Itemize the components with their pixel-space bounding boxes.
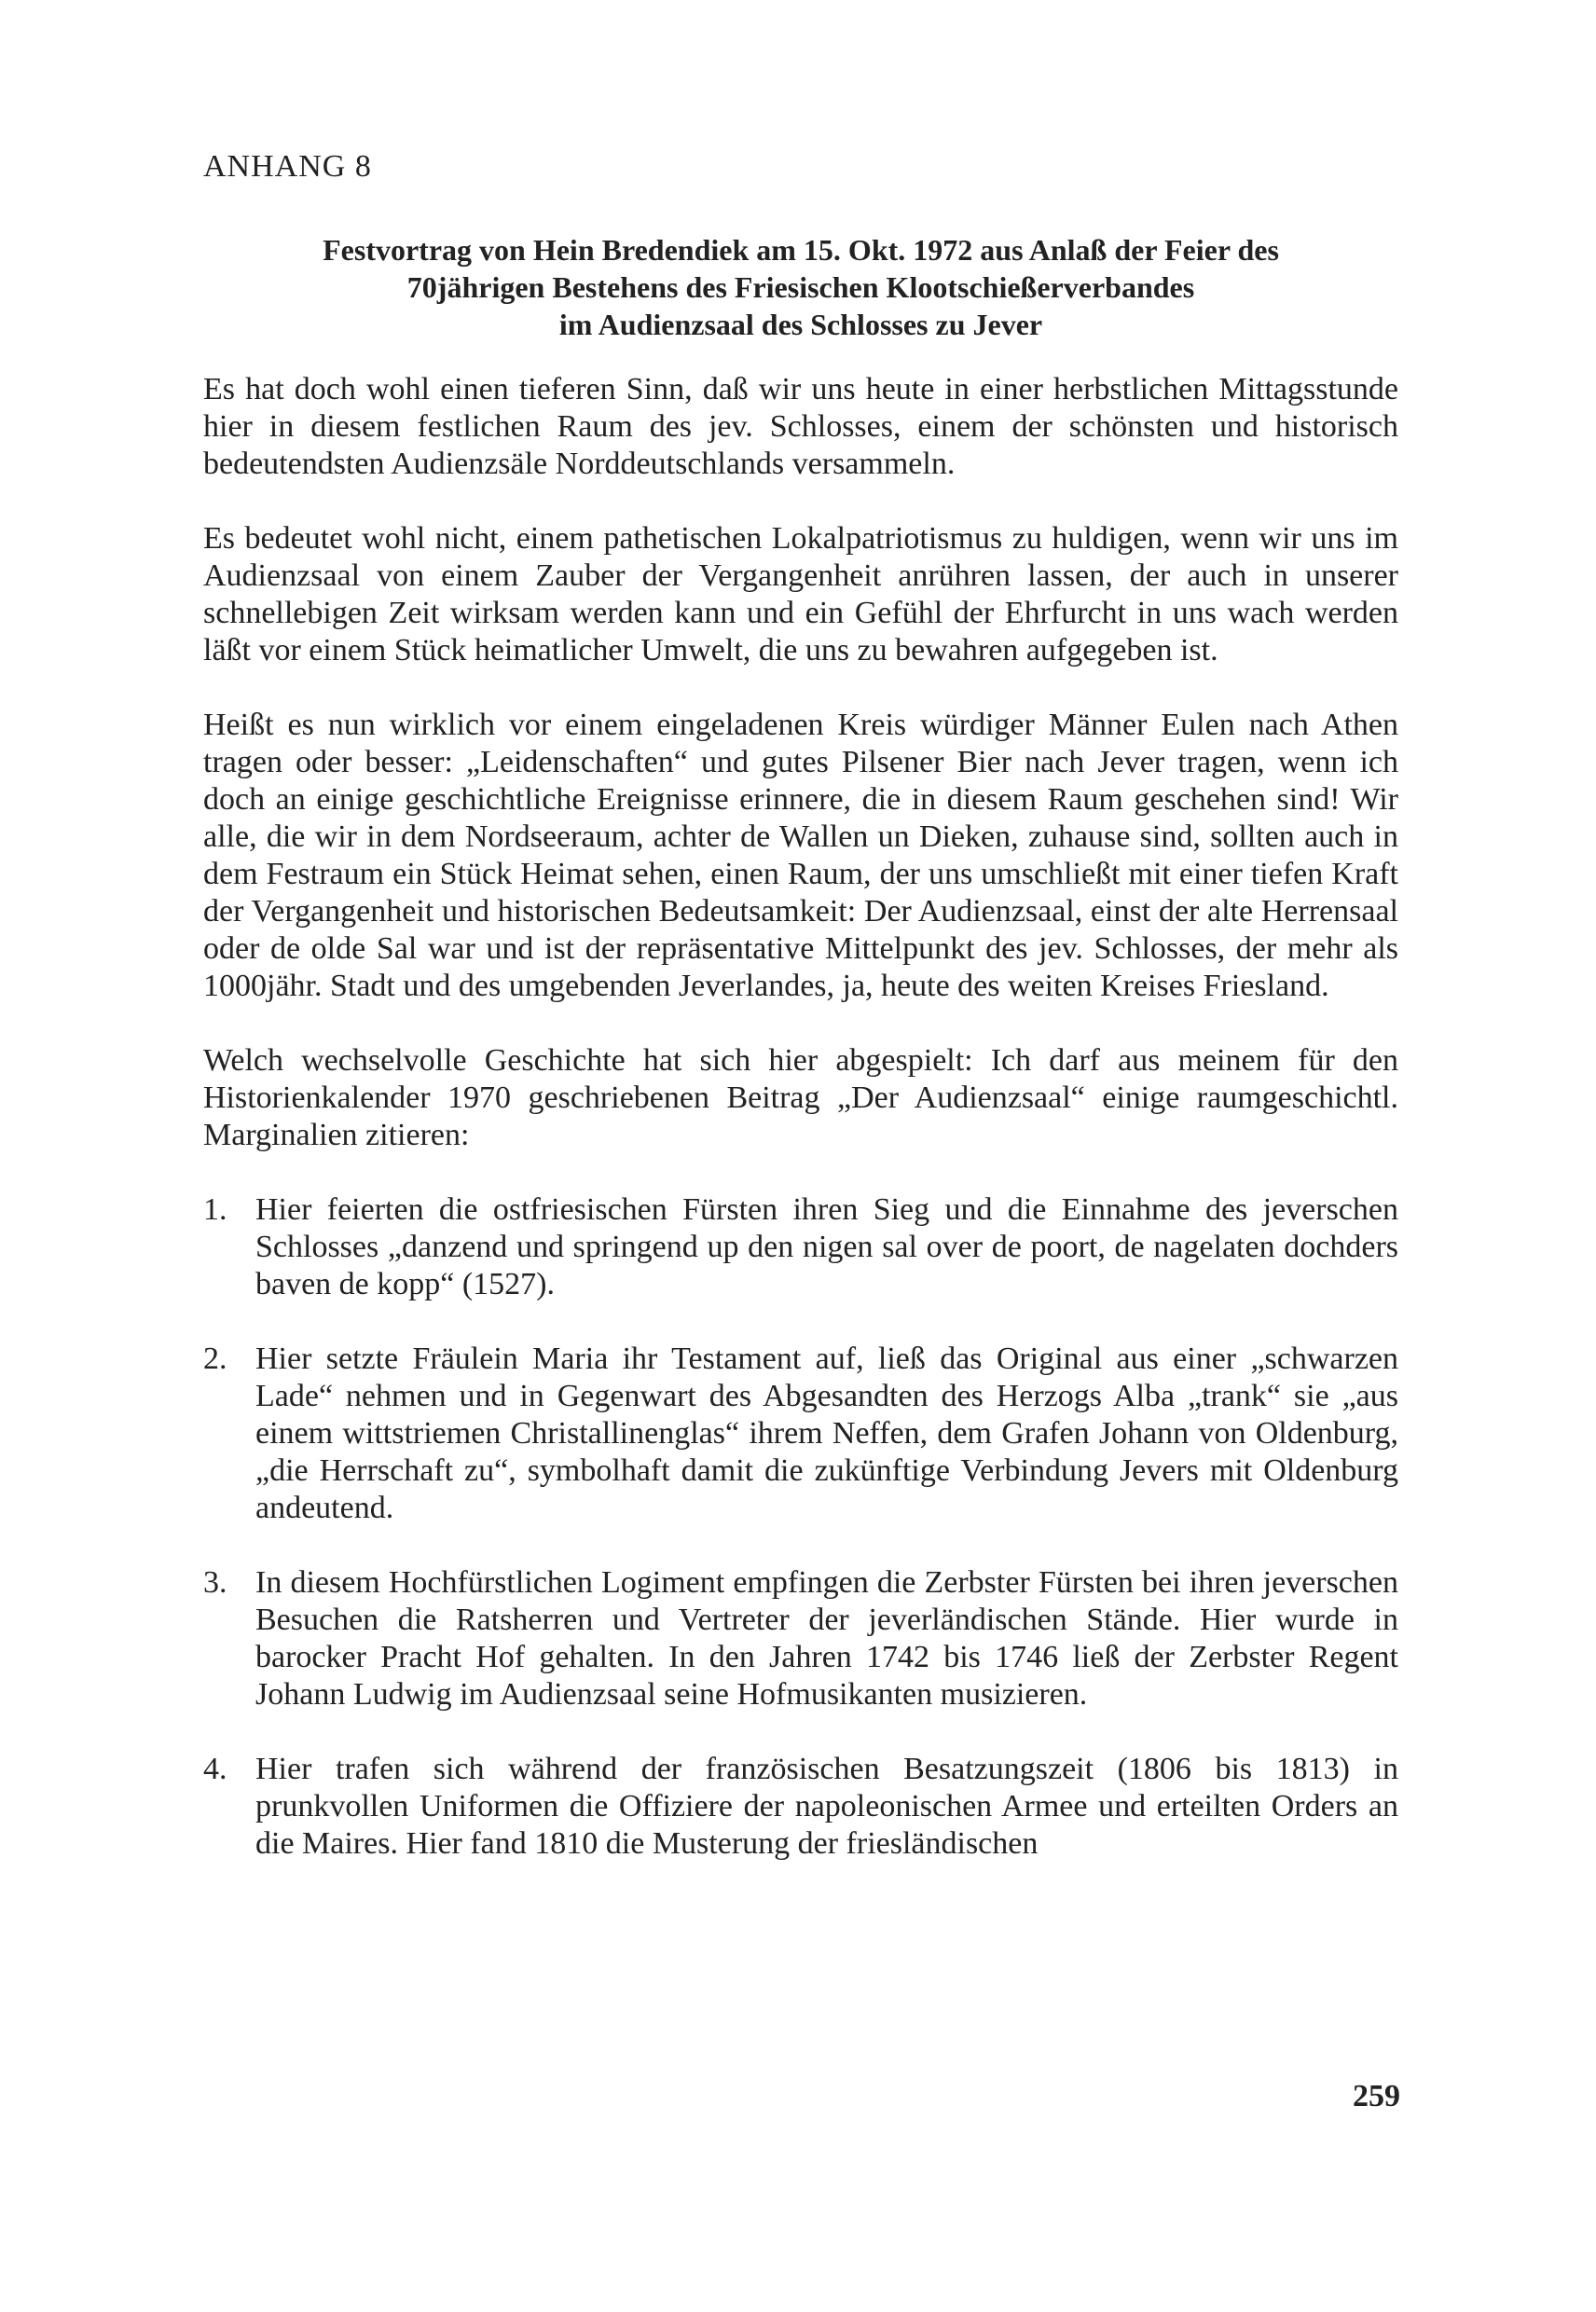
list-item-text: Hier trafen sich während der französischen Besatzungszeit (1806 bis 1813) in prunkvollen Uniformen die Offiziere der napoleonischen Armee und erteilten Orders an die Maires. Hier fand 1810 die Musterung der friesländischen <box>255 1752 1398 1861</box>
list-item <box>203 1751 1398 1863</box>
list-item <box>203 1341 1398 1527</box>
list-item-number: 3. <box>203 1565 227 1600</box>
title-line-2: 70jährigen Bestehens des Friesischen Klootschießerverbandes <box>406 270 1195 304</box>
page-body <box>203 149 1398 1900</box>
list-item-number: 2. <box>203 1342 227 1376</box>
title-line-3: im Audienzsaal des Schlosses zu Jever <box>558 308 1043 341</box>
list-item-number: 4. <box>203 1752 227 1786</box>
list-item-text: In diesem Hochfürstlichen Logiment empfingen die Zerbster Fürsten bei ihren jeverschen Besuchen die Ratsherren und Vertreter der jeverländischen Stände. Hier wurde in barocker Pracht Hof gehalten. In den Jahren 1742 bis 1746 ließ der Zerbster Regent Johann Ludwig im Audienzsaal seine Hofmusikanten musizieren. <box>255 1565 1398 1712</box>
paragraph-2: Es bedeutet wohl nicht, einem pathetischen Lokalpatriotismus zu huldigen, wenn wir uns im Audienzsaal von einem Zauber der Vergangenheit anrühren lassen, der auch in unserer schnellebigen Zeit wirksam werden kann und ein Gefühl der Ehrfurcht in uns wach werden läßt vor einem Stück heimatlicher Umwelt, die uns zu bewahren aufgegeben ist. <box>203 521 1398 667</box>
section-label: ANHANG 8 <box>203 149 372 184</box>
paragraph-3: Heißt es nun wirklich vor einem eingeladenen Kreis würdiger Männer Eulen nach Athen tragen oder besser: „Leidenschaften“ und gutes Pilsener Bier nach Jever tragen, wenn ich doch an einige geschichtliche Ereignisse erinnere, die in diesem Raum geschehen sind! Wir alle, die wir in dem Nordseeraum, achter de Wallen un Dieken, zuhause sind, sollten auch in dem Festraum ein Stück Heimat sehen, einen Raum, der uns umschließt mit einer tiefen Kraft der Vergangenheit und historischen Bedeutsamkeit: Der Audienzsaal, einst der alte Herrensaal oder de olde Sal war und ist der repräsentative Mittelpunkt des jev. Schlosses, der mehr als 1000jähr. Stadt und des umgebenden Jeverlandes, ja, heute des weiten Kreises Friesland. <box>203 708 1398 1003</box>
list-item-text: Hier feierten die ostfriesischen Fürsten ihren Sieg und die Einnahme des jeverschen Schlosses „danzend und springend up den nigen sal over de poort, de nagelaten dochders baven de kopp“ (1527). <box>255 1192 1398 1301</box>
list-item <box>203 1191 1398 1303</box>
page-number: 259 <box>1353 2079 1400 2113</box>
list-item-number: 1. <box>203 1192 227 1227</box>
paragraph-1: Es hat doch wohl einen tieferen Sinn, daß wir uns heute in einer herbstlichen Mittagsstunde hier in diesem festlichen Raum des jev. Schlosses, einem der schönsten und historisch bedeutendsten Audienzsäle Norddeutschlands versammeln. <box>203 372 1398 481</box>
marginalia-list <box>203 1191 1398 1863</box>
paragraph-4: Welch wechselvolle Geschichte hat sich hier abgespielt: Ich darf aus meinem für den Historienkalender 1970 geschriebenen Beitrag „Der Audienzsaal“ einige raumgeschichtl. Marginalien zitieren: <box>203 1043 1398 1152</box>
list-item-text: Hier setzte Fräulein Maria ihr Testament auf, ließ das Original aus einer „schwarzen Lade“ nehmen und in Gegenwart des Abgesandten des Herzogs Alba „trank“ sie „aus einem wittstriemen Christallinenglas“ ihrem Neffen, dem Grafen Johann von Oldenburg, „die Herrschaft zu“, symbolhaft damit die zukünftige Verbindung Jevers mit Oldenburg andeutend. <box>255 1342 1398 1525</box>
list-item <box>203 1564 1398 1713</box>
title-line-1: Festvortrag von Hein Bredendiek am 15. Okt. 1972 aus Anlaß der Feier des <box>323 233 1279 267</box>
lecture-title <box>203 231 1398 343</box>
